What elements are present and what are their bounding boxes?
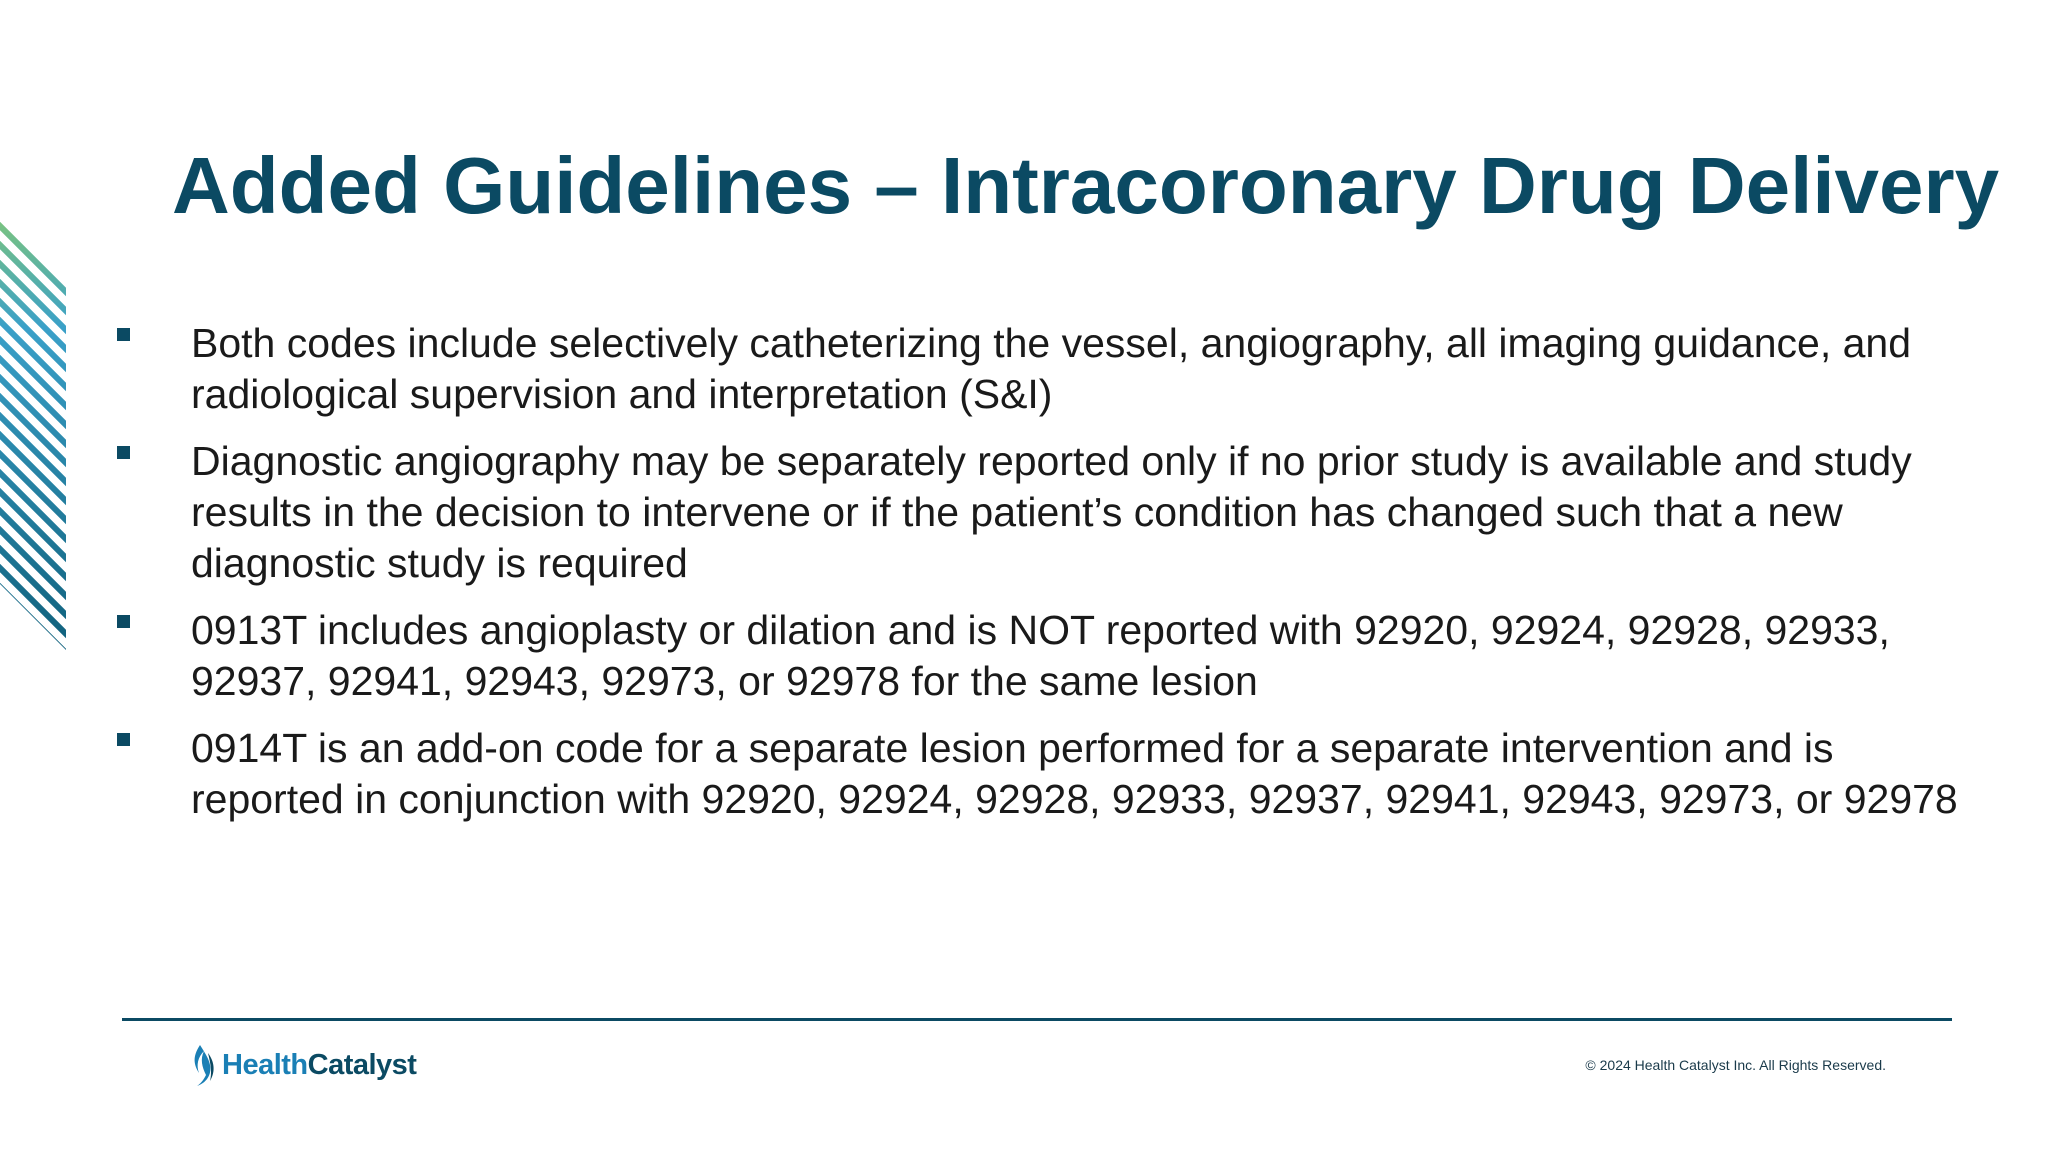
slide-title: Added Guidelines – Intracoronary Drug Delivery — [172, 141, 2000, 230]
square-bullet-icon — [117, 446, 130, 459]
flame-logo-icon — [190, 1043, 218, 1087]
bullet-text: 0914T is an add-on code for a separate lesion performed for a separate intervention and is reported in conjunction with 92920, 92924, 92928, 92933, 92937, 92941, 92943, 92973, or 92978 — [191, 725, 1958, 822]
stripe-line — [0, 615, 70, 658]
footer-divider — [122, 1018, 1952, 1021]
square-bullet-icon — [117, 328, 130, 341]
list-item — [115, 318, 1995, 420]
square-bullet-icon — [117, 615, 130, 628]
list-item — [115, 436, 1995, 589]
copyright-notice: © 2024 Health Catalyst Inc. All Rights Reserved. — [1585, 1057, 1886, 1073]
bullet-text: Diagnostic angiography may be separately reported only if no prior study is available and study results in the decision to intervene or if the patient’s condition has changed such that a new diagnostic study is required — [191, 438, 1912, 586]
decorative-stripes — [0, 218, 70, 658]
bullet-text: 0913T includes angioplasty or dilation and is NOT reported with 92920, 92924, 92928, 92933, 92937, 92941, 92943, 92973, or 92978 for the same lesion — [191, 607, 1890, 704]
logo-wordmark: HealthCatalyst — [222, 1049, 417, 1081]
health-catalyst-logo — [190, 1040, 416, 1090]
square-bullet-icon — [117, 733, 130, 746]
bullet-list — [115, 318, 1995, 841]
list-item — [115, 723, 1995, 825]
bullet-text: Both codes include selectively catheterizing the vessel, angiography, all imaging guidance, and radiological supervision and interpretation (S&I) — [191, 320, 1912, 417]
list-item — [115, 605, 1995, 707]
